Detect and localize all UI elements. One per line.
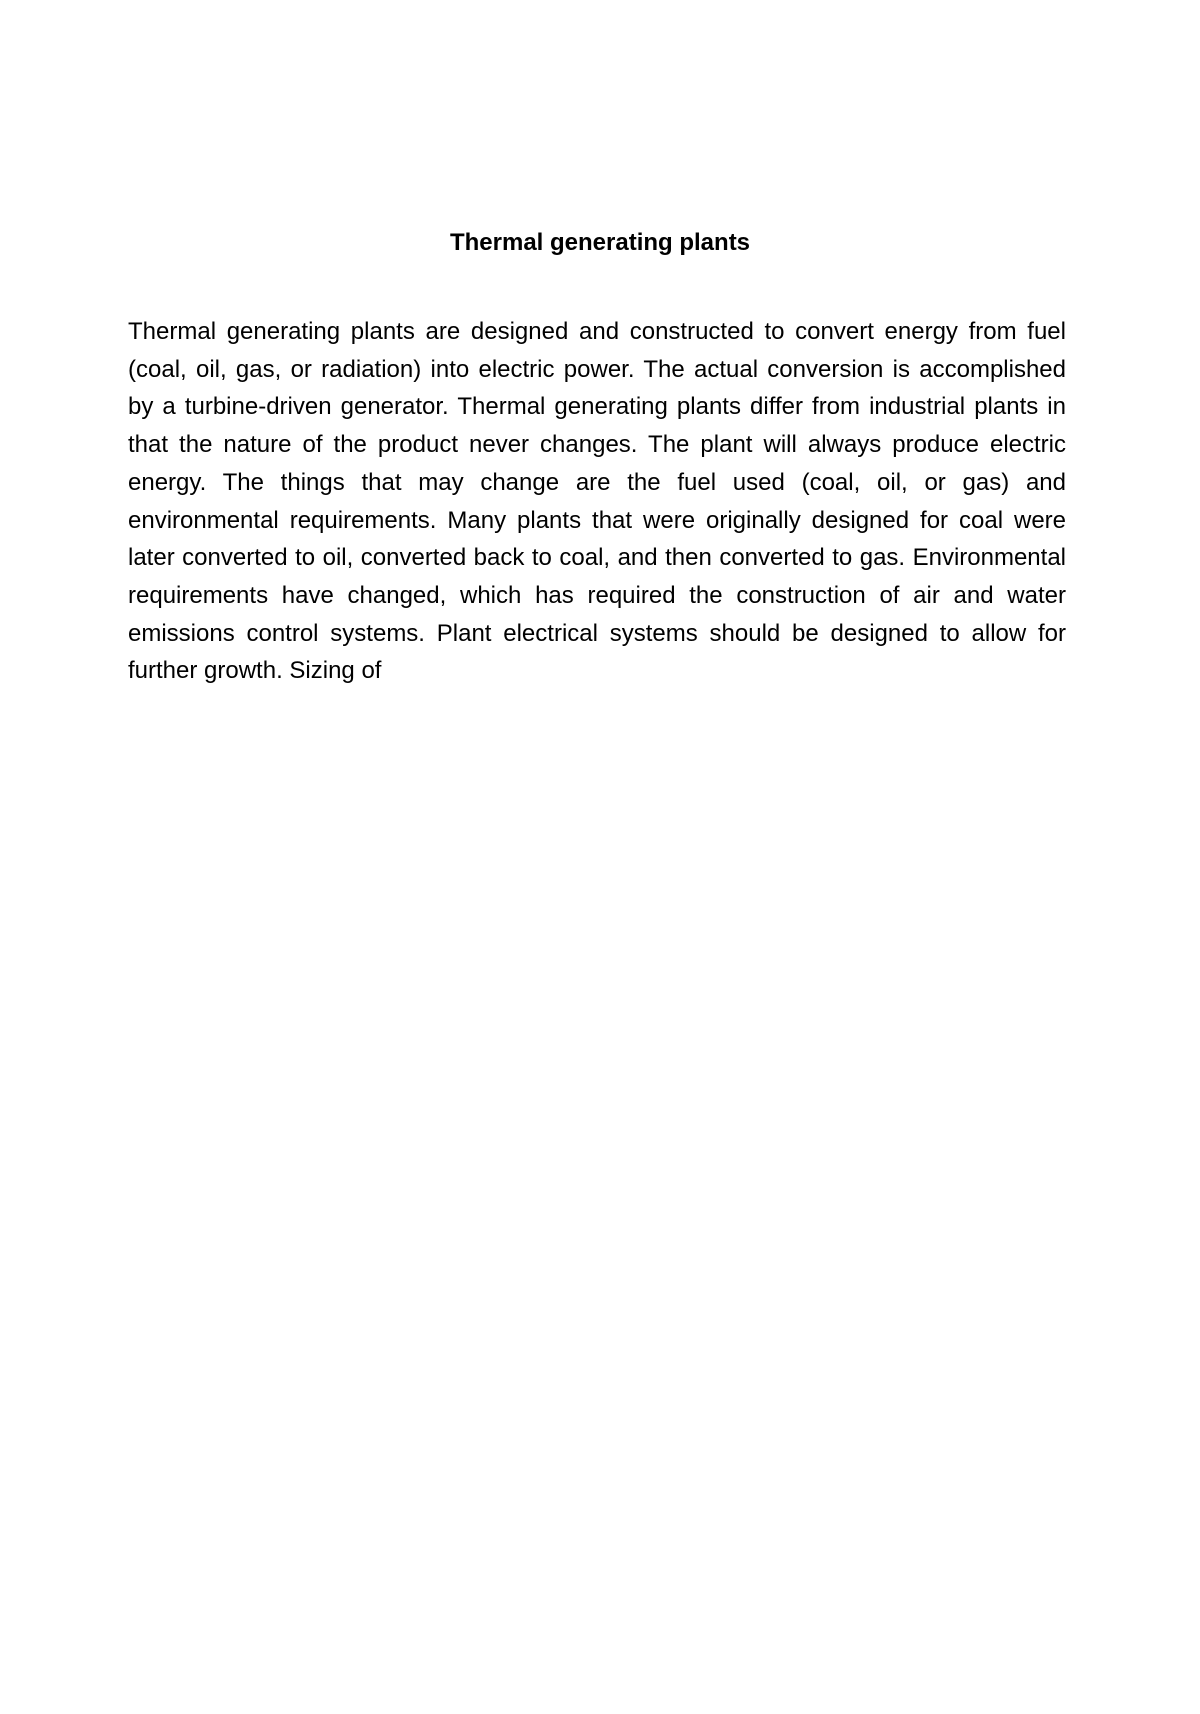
document-title: Thermal generating plants [449,229,751,256]
document-body-paragraph: Thermal generating plants are designed and constructed to convert energy from fuel (coal, oil, gas, or radiation) into electric power. The actual conversion is accomplished by a turbine-driven generator. Thermal generating plants differ from industrial plants in that the nature of the product never changes. The plant will always produce electric energy. The things that may change are the fuel used (coal, oil, or gas) and environmental requirements. Many plants that were originally designed for coal were later converted to oil, converted back to coal, and then converted to gas. Environmental requirements have changed, which has required the construction of air and water emissions control systems. Plant electrical systems should be designed to allow for further growth. Sizing of [128,318,1066,685]
